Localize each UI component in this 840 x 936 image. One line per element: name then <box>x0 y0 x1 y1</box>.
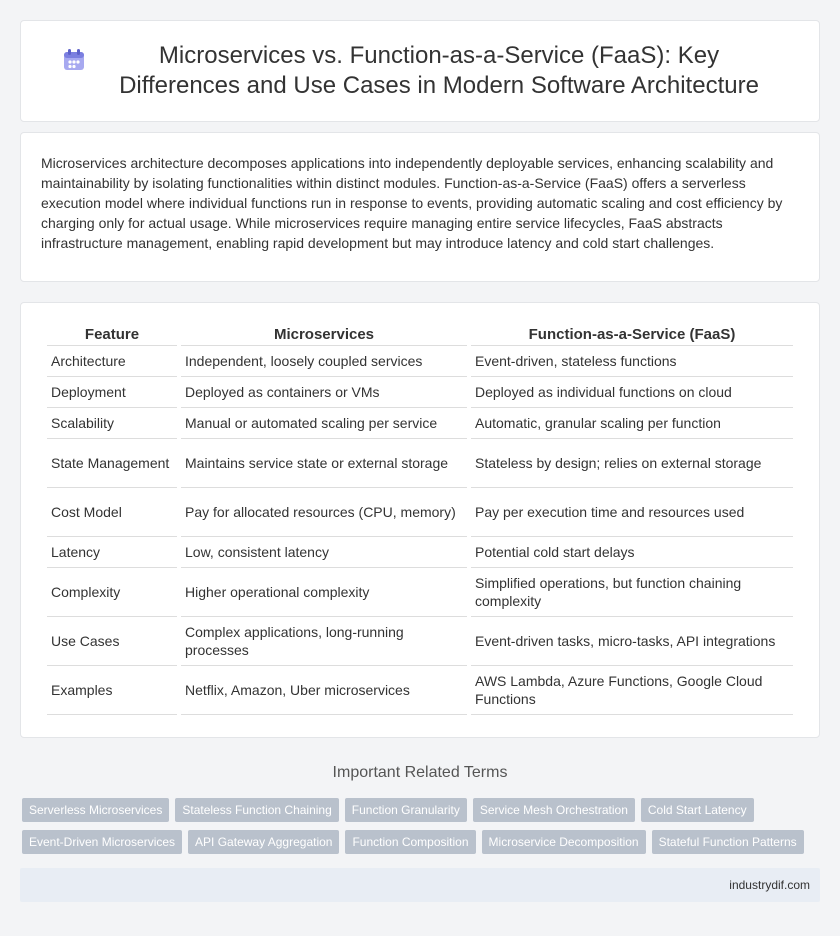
comparison-table-card <box>20 302 820 738</box>
table-cell: Complexity <box>47 568 177 617</box>
table-header-row <box>47 323 793 346</box>
header-faas: Function-as-a-Service (FaaS) <box>471 323 793 346</box>
footer-site-link[interactable]: industrydif.com <box>729 878 810 892</box>
table-row <box>47 568 793 617</box>
table-cell: Potential cold start delays <box>471 537 793 568</box>
table-cell: Scalability <box>47 408 177 439</box>
table-cell: Low, consistent latency <box>181 537 467 568</box>
table-row <box>47 346 793 377</box>
related-term-tag[interactable]: Event-Driven Microservices <box>22 830 182 854</box>
table-cell: Pay for allocated resources (CPU, memory) <box>181 488 467 537</box>
related-term-tag[interactable]: Function Granularity <box>345 798 467 822</box>
related-term-tag[interactable]: Stateless Function Chaining <box>175 798 338 822</box>
table-row <box>47 377 793 408</box>
related-term-tag[interactable]: Microservice Decomposition <box>482 830 646 854</box>
table-cell: Latency <box>47 537 177 568</box>
table-cell: Cost Model <box>47 488 177 537</box>
footer <box>20 868 820 902</box>
header-feature: Feature <box>47 323 177 346</box>
table-row <box>47 488 793 537</box>
table-row <box>47 666 793 715</box>
table-cell: Deployed as individual functions on cloud <box>471 377 793 408</box>
page-title: Microservices vs. Function-as-a-Service (FaaS): Key Differences and Use Cases in Modern Software Architecture <box>119 42 759 99</box>
table-cell: State Management <box>47 439 177 488</box>
table-row <box>47 439 793 488</box>
table-cell: Deployment <box>47 377 177 408</box>
table-cell: Automatic, granular scaling per function <box>471 408 793 439</box>
related-terms-list <box>22 798 820 854</box>
related-terms-title: Important Related Terms <box>332 764 508 781</box>
table-cell: Complex applications, long-running processes <box>181 617 467 666</box>
header-microservices: Microservices <box>181 323 467 346</box>
table-cell: Manual or automated scaling per service <box>181 408 467 439</box>
table-cell: Simplified operations, but function chaining complexity <box>471 568 793 617</box>
table-cell: Examples <box>47 666 177 715</box>
summary-text: Microservices architecture decomposes applications into independently deployable services, enhancing scalability and maintainability by isolating functionalities within distinct modules. Function-as-a-Service (FaaS) offers a serverless execution model where individual functions run in response to events, providing automatic scaling and cost efficiency by charging only for actual usage. While microservices require managing entire service lifecycles, FaaS abstracts infrastructure management, enabling rapid development but may introduce latency and cold start challenges. <box>41 155 783 251</box>
related-term-tag[interactable]: Service Mesh Orchestration <box>473 798 635 822</box>
related-term-tag[interactable]: Function Composition <box>345 830 475 854</box>
table-cell: Stateless by design; relies on external storage <box>471 439 793 488</box>
table-cell: Pay per execution time and resources used <box>471 488 793 537</box>
table-cell: Use Cases <box>47 617 177 666</box>
table-cell: Event-driven tasks, micro-tasks, API integrations <box>471 617 793 666</box>
related-term-tag[interactable]: Stateful Function Patterns <box>652 830 804 854</box>
table-cell: Deployed as containers or VMs <box>181 377 467 408</box>
summary-card <box>20 132 820 282</box>
table-cell: Netflix, Amazon, Uber microservices <box>181 666 467 715</box>
calendar-icon <box>61 47 87 73</box>
table-row <box>47 537 793 568</box>
title-card <box>20 20 820 122</box>
related-term-tag[interactable]: API Gateway Aggregation <box>188 830 339 854</box>
table-cell: Maintains service state or external storage <box>181 439 467 488</box>
table-cell: Higher operational complexity <box>181 568 467 617</box>
table-row <box>47 617 793 666</box>
comparison-table <box>43 323 797 715</box>
table-cell: Event-driven, stateless functions <box>471 346 793 377</box>
related-term-tag[interactable]: Cold Start Latency <box>641 798 754 822</box>
table-row <box>47 408 793 439</box>
table-cell: AWS Lambda, Azure Functions, Google Cloud Functions <box>471 666 793 715</box>
related-term-tag[interactable]: Serverless Microservices <box>22 798 169 822</box>
table-cell: Architecture <box>47 346 177 377</box>
table-cell: Independent, loosely coupled services <box>181 346 467 377</box>
